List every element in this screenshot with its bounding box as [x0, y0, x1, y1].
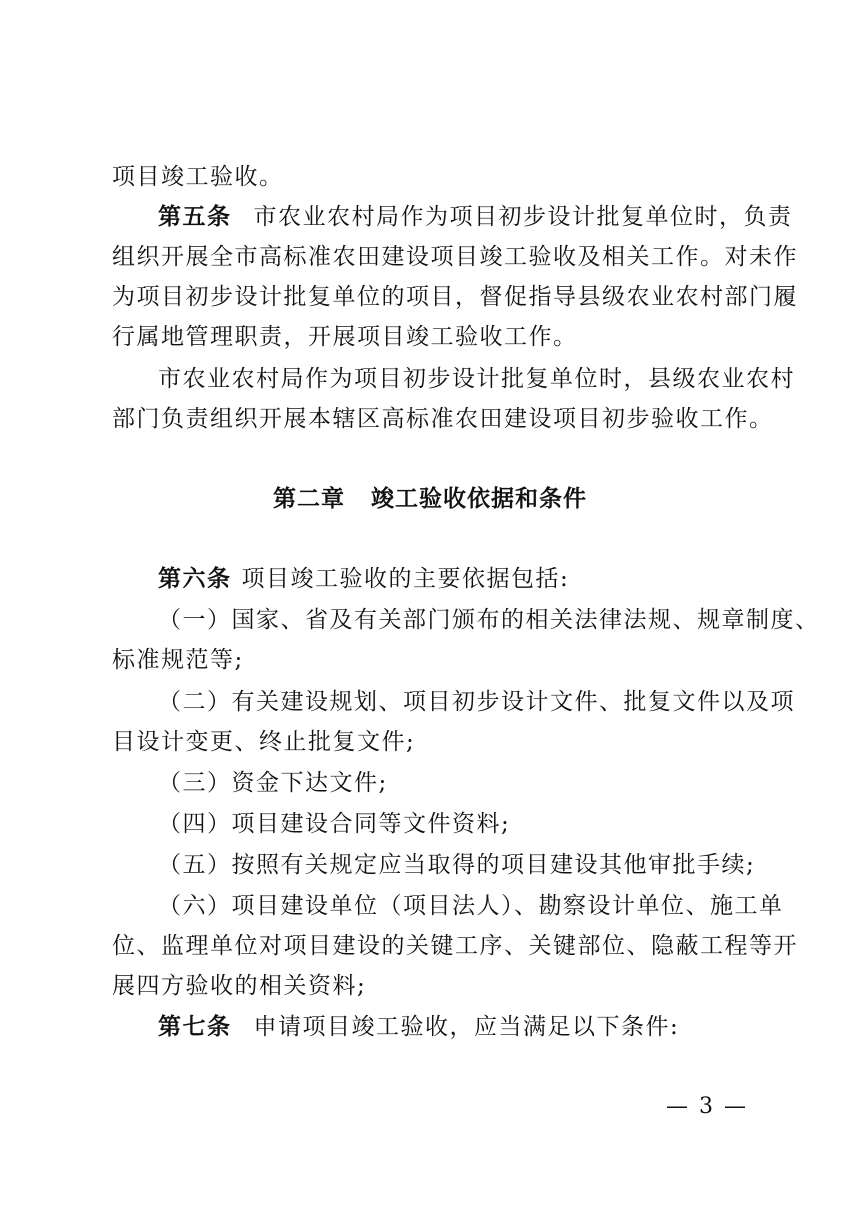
article-6-label: 第六条: [158, 566, 232, 592]
list-item-continuation: 位、监理单位对项目建设的关键工序、关键部位、隐蔽工程等开: [112, 933, 798, 959]
list-item: （二）有关建设规划、项目初步设计文件、批复文件以及项: [158, 689, 795, 715]
article-6-text: 项目竣工验收的主要依据包括:: [241, 566, 570, 592]
article-5-label: 第五条: [158, 204, 232, 230]
paragraph-line: 部门负责组织开展本辖区高标准农田建设项目初步验收工作。: [112, 406, 774, 432]
list-item-continuation: 目设计变更、终止批复文件;: [112, 729, 416, 755]
article-6-line: [158, 564, 752, 594]
article-7-text: 申请项目竣工验收，应当满足以下条件:: [253, 1014, 680, 1040]
article-7-line: [158, 1012, 752, 1042]
article-5-line-3: 为项目初步设计批复单位的项目，督促指导县级农业农村部门履: [112, 284, 798, 310]
list-item: （四）项目建设合同等文件资料;: [158, 811, 511, 837]
list-item-continuation: 标准规范等;: [112, 647, 244, 673]
article-5-line-1: [158, 202, 793, 232]
chapter-number: 第二章: [273, 486, 345, 512]
page-number: — 3 —: [666, 1094, 748, 1119]
list-item: （一）国家、省及有关部门颁布的相关法律法规、规章制度、: [158, 607, 820, 633]
article-7-label: 第七条: [158, 1014, 232, 1040]
list-item: （五）按照有关规定应当取得的项目建设其他审批手续;: [158, 852, 756, 878]
article-5-line-4: 行属地管理职责，开展项目竣工验收工作。: [112, 324, 578, 350]
chapter-heading: [0, 484, 860, 514]
paragraph-line: 项目竣工验收。: [112, 164, 284, 190]
chapter-title: 竣工验收依据和条件: [371, 486, 587, 512]
list-item-continuation: 展四方验收的相关资料;: [112, 973, 367, 999]
paragraph-line: 市农业农村局作为项目初步设计批复单位时，县级农业农村: [158, 366, 795, 392]
list-item: （三）资金下达文件;: [158, 770, 388, 796]
list-item: （六）项目建设单位（项目法人）、勘察设计单位、施工单: [158, 893, 784, 919]
article-5-text: 市农业农村局作为项目初步设计批复单位时，负责: [253, 204, 793, 230]
article-5-line-2: 组织开展全市高标准农田建设项目竣工验收及相关工作。对未作: [112, 244, 798, 270]
